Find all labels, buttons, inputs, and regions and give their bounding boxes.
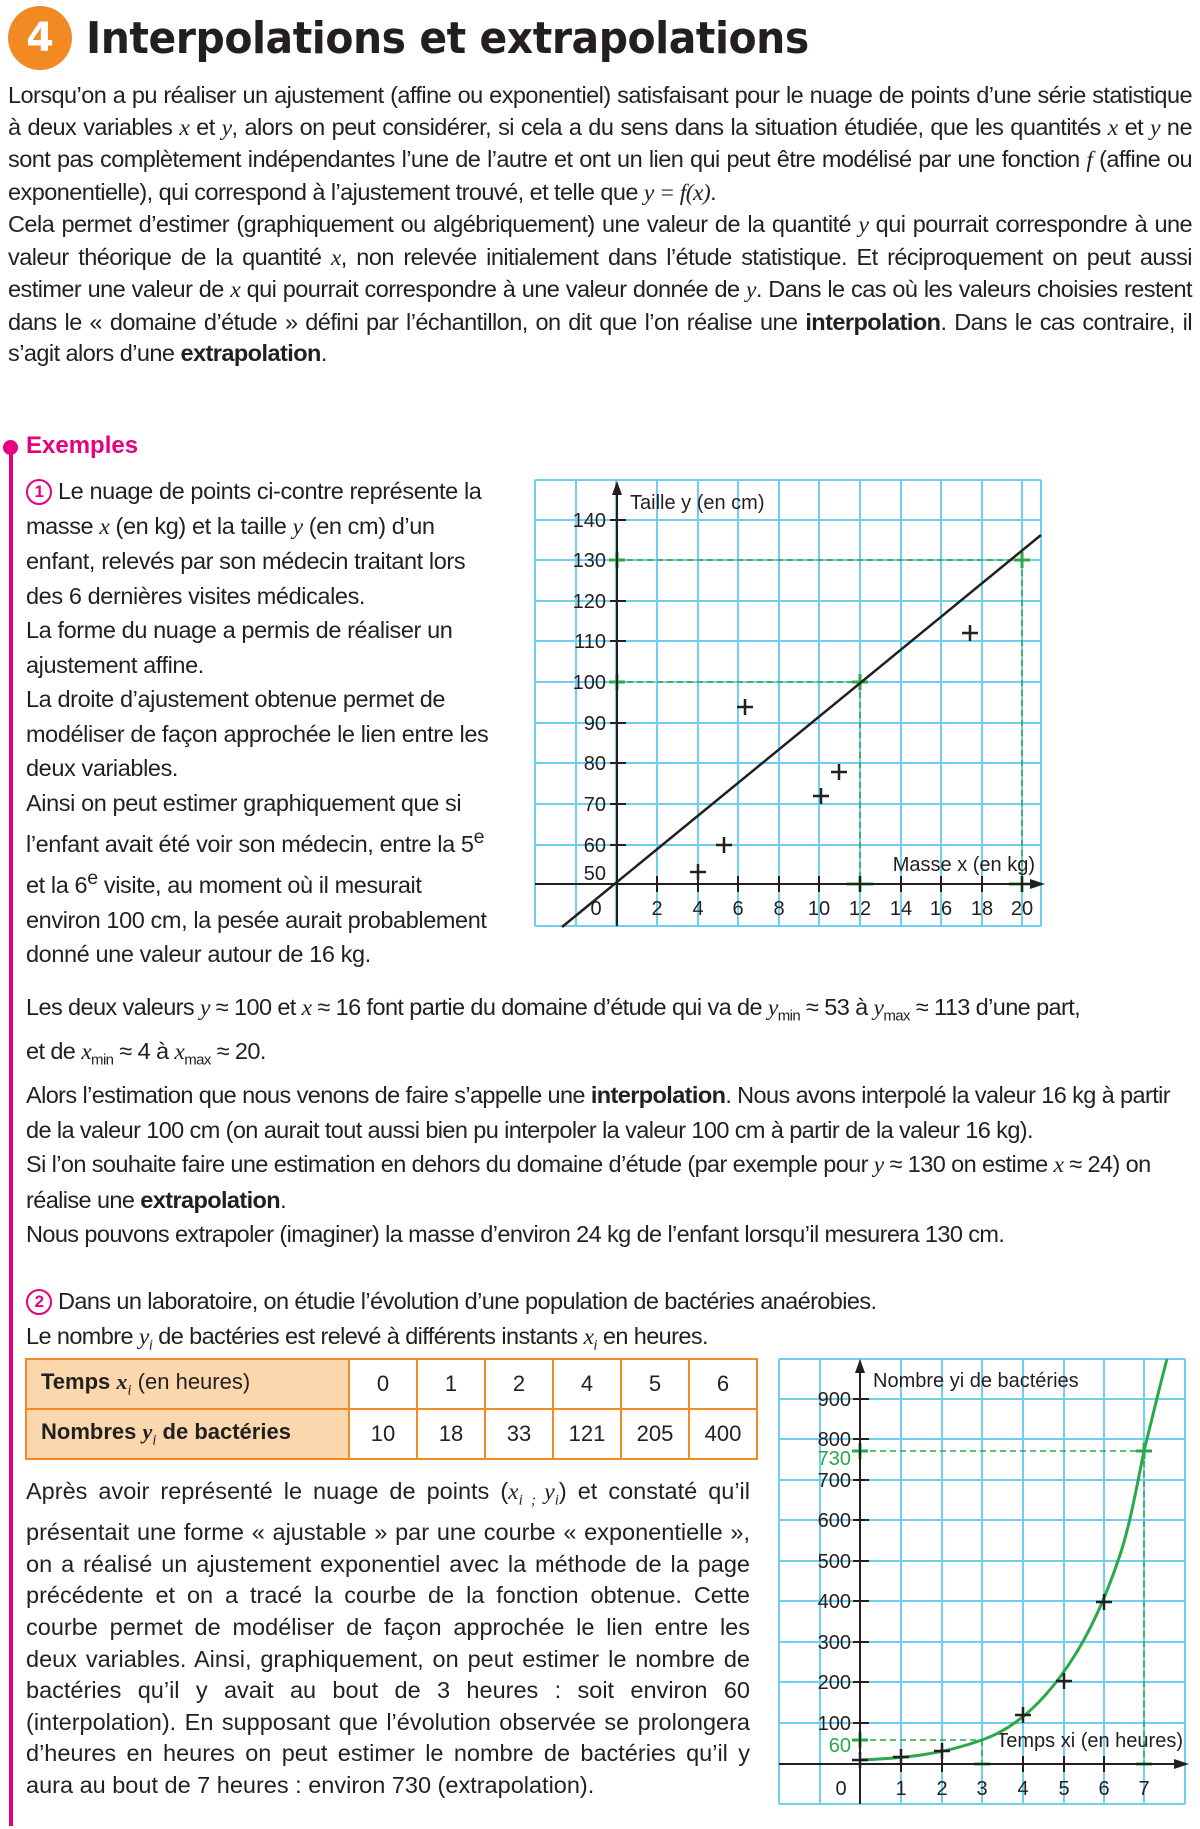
- svg-text:600: 600: [817, 1510, 851, 1532]
- svg-text:120: 120: [572, 591, 606, 613]
- svg-text:400: 400: [817, 1591, 851, 1613]
- section-number-badge: 4: [8, 6, 72, 70]
- bacteria-table: [25, 1358, 758, 1460]
- examples-heading: Exemples: [26, 432, 139, 459]
- svg-text:3: 3: [976, 1778, 988, 1800]
- svg-text:14: 14: [889, 898, 913, 920]
- svg-text:60: 60: [828, 1735, 851, 1757]
- example-2-text: Après avoir représenté le nuage de points ($x_{i ;}$ $y_i$) et constaté qu’il présentait une forme « ajustable » par une courbe « exponentielle », on a réalisé un ajustement exponentiel avec la méthode de la page précédente et on a tracé la courbe de la fonction obtenue. Cette courbe permet de modéliser de façon approchée le lien entre les deux variables. Ainsi, graphiquement, on peut estimer le nombre de bactéries qu’il y avait au bout de 3 heures : soit environ 60 (interpolation). En supposant que l’évolution observée se prolongera d’heures en heures on peut estimer le nombre de bactéries qu’il y aura au bout de 7 heures : environ 730 (extrapolation).: [26, 1478, 750, 1799]
- y-axis-arrow-icon: [855, 1359, 865, 1373]
- chart-1-y-label: Taille y (en cm): [630, 492, 765, 514]
- svg-text:2: 2: [651, 898, 663, 920]
- example-1-conclusion: Les deux valeurs y ≈ 100 et x ≈ 16 font partie du domaine d’étude qui va de $y_{min} \approx 53$ à $y_{max} \approx 113$ d’une part, et de $x_{min} \approx 4$ à $x_{max} \approx 20$. Alors l’estimation que nous venons de faire s’appelle une interpolation. Nous avons interpolé la valeur 16 kg à partir de la valeur 100 cm (on aurait tout aussi bien pu interpoler la valeur 100 cm à partir de la valeur 16 kg). Si l’on souhaite faire une estimation en dehors du domaine d’étude (par exemple pour y ≈ 130 on estime x ≈ 24) on réalise une extrapolation. Nous pouvons extrapoler (imaginer) la masse d’environ 24 kg de l’enfant lorsqu’il mesurera 130 cm.: [26, 994, 1170, 1248]
- svg-text:18: 18: [970, 898, 994, 920]
- svg-text:60: 60: [583, 835, 606, 857]
- svg-text:1: 1: [895, 1778, 907, 1800]
- svg-text:70: 70: [583, 794, 606, 816]
- svg-text:100: 100: [572, 672, 606, 694]
- example-2-number-icon: 2: [26, 1289, 52, 1315]
- svg-text:6: 6: [732, 898, 744, 920]
- intro-text: [8, 80, 1192, 370]
- section-header: [8, 6, 863, 70]
- example-1-number-icon: 1: [26, 479, 52, 505]
- svg-text:12: 12: [848, 898, 872, 920]
- svg-text:8: 8: [773, 898, 785, 920]
- example-2-intro: 2 Dans un laboratoire, on étudie l’évolution d’une population de bactéries anaérobies. Le nombre $y_i$ de bactéries est relevé à différents instants $x_i$ en heures.: [26, 1288, 877, 1354]
- intro-paragraph-1: Lorsqu’on a pu réaliser un ajustement (affine ou exponentiel) satisfaisant pour le nuage de points d’une série statistique à deux variables x et y, alors on peut considérer, si cela a du sens dans la situation étudiée, que les quantités x et y ne sont pas complètement indépendantes l’une de l’autre et ont un lien qui peut être modélisé par une fonction f (affine ou exponentielle), qui correspond à l’ajustement trouvé, et telle que y = f(x).: [8, 82, 1192, 206]
- svg-text:80: 80: [583, 753, 606, 775]
- svg-text:5: 5: [1058, 1778, 1070, 1800]
- svg-text:800: 800: [817, 1429, 851, 1451]
- svg-text:50: 50: [583, 863, 606, 885]
- svg-text:0: 0: [590, 898, 602, 920]
- table-row: Temps $x_i$ (en heures) 0 1 2 4 5 6: [26, 1359, 757, 1409]
- y-axis-arrow-icon: [612, 481, 622, 495]
- svg-text:500: 500: [817, 1551, 851, 1573]
- svg-text:0: 0: [835, 1778, 847, 1800]
- svg-text:700: 700: [817, 1470, 851, 1492]
- chart-2-fit-curve: [860, 1359, 1167, 1760]
- chart-1-points: [690, 625, 978, 880]
- svg-text:900: 900: [817, 1389, 851, 1411]
- chart-1-x-label: Masse x (en kg): [892, 854, 1035, 876]
- svg-text:110: 110: [574, 631, 606, 653]
- svg-text:130: 130: [572, 550, 606, 572]
- svg-text:300: 300: [817, 1632, 851, 1654]
- svg-text:6: 6: [1098, 1778, 1110, 1800]
- svg-text:4: 4: [692, 898, 704, 920]
- svg-text:730: 730: [817, 1448, 851, 1470]
- svg-text:7: 7: [1138, 1778, 1150, 1800]
- chart-bacteries: [775, 1355, 1195, 1810]
- svg-text:20: 20: [1010, 898, 1034, 920]
- svg-text:90: 90: [583, 713, 606, 735]
- x-axis-arrow-icon: [1174, 1759, 1189, 1769]
- svg-text:140: 140: [572, 510, 606, 532]
- chart-2-x-label: Temps xi (en heures): [996, 1730, 1183, 1752]
- chart-2-y-label: Nombre yi de bactéries: [873, 1370, 1079, 1392]
- svg-text:10: 10: [807, 898, 831, 920]
- examples-sidebar-line: [9, 448, 13, 1826]
- x-axis-arrow-icon: [1030, 879, 1045, 889]
- example-1-text: 1 Le nuage de points ci-contre représente la masse x (en kg) et la taille y (en cm) d’un enfant, relevés par son médecin traitant lors des 6 dernières visites médicales. La forme du nuage a permis de réaliser un ajustement affine. La droite d’ajustement obtenue permet de modéliser de façon approchée le lien entre les deux variables. Ainsi on peut estimer graphiquement que si l’enfant avait été voir son médecin, entre la 5e et la 6e visite, au moment où il mesurait environ 100 cm, la pesée aurait probablement donné une valeur autour de 16 kg.: [26, 478, 489, 968]
- table-row: Nombres $y_i$ de bactéries 10 18 33 121 205 400: [26, 1409, 757, 1459]
- svg-text:200: 200: [817, 1672, 851, 1694]
- chart-masse-taille: [530, 475, 1050, 931]
- svg-text:2: 2: [936, 1778, 948, 1800]
- svg-text:100: 100: [817, 1713, 851, 1735]
- svg-text:16: 16: [929, 898, 953, 920]
- page-title: Interpolations et extrapolations: [86, 12, 809, 64]
- intro-paragraph-2: Cela permet d’estimer (graphiquement ou algébriquement) une valeur de la quantité y qui pourrait correspondre à une valeur théorique de la quantité x, non relevée initialement dans l’étude statistique. Et réciproquement on peut aussi estimer une valeur de x qui pourrait correspondre à une valeur donnée de y. Dans le cas où les valeurs choisies restent dans le « domaine d’étude » défini par l’échantillon, on dit que l’on réalise une interpolation. Dans le cas contraire, il s’agit alors d’une extrapolation.: [8, 211, 1193, 366]
- svg-text:4: 4: [1017, 1778, 1029, 1800]
